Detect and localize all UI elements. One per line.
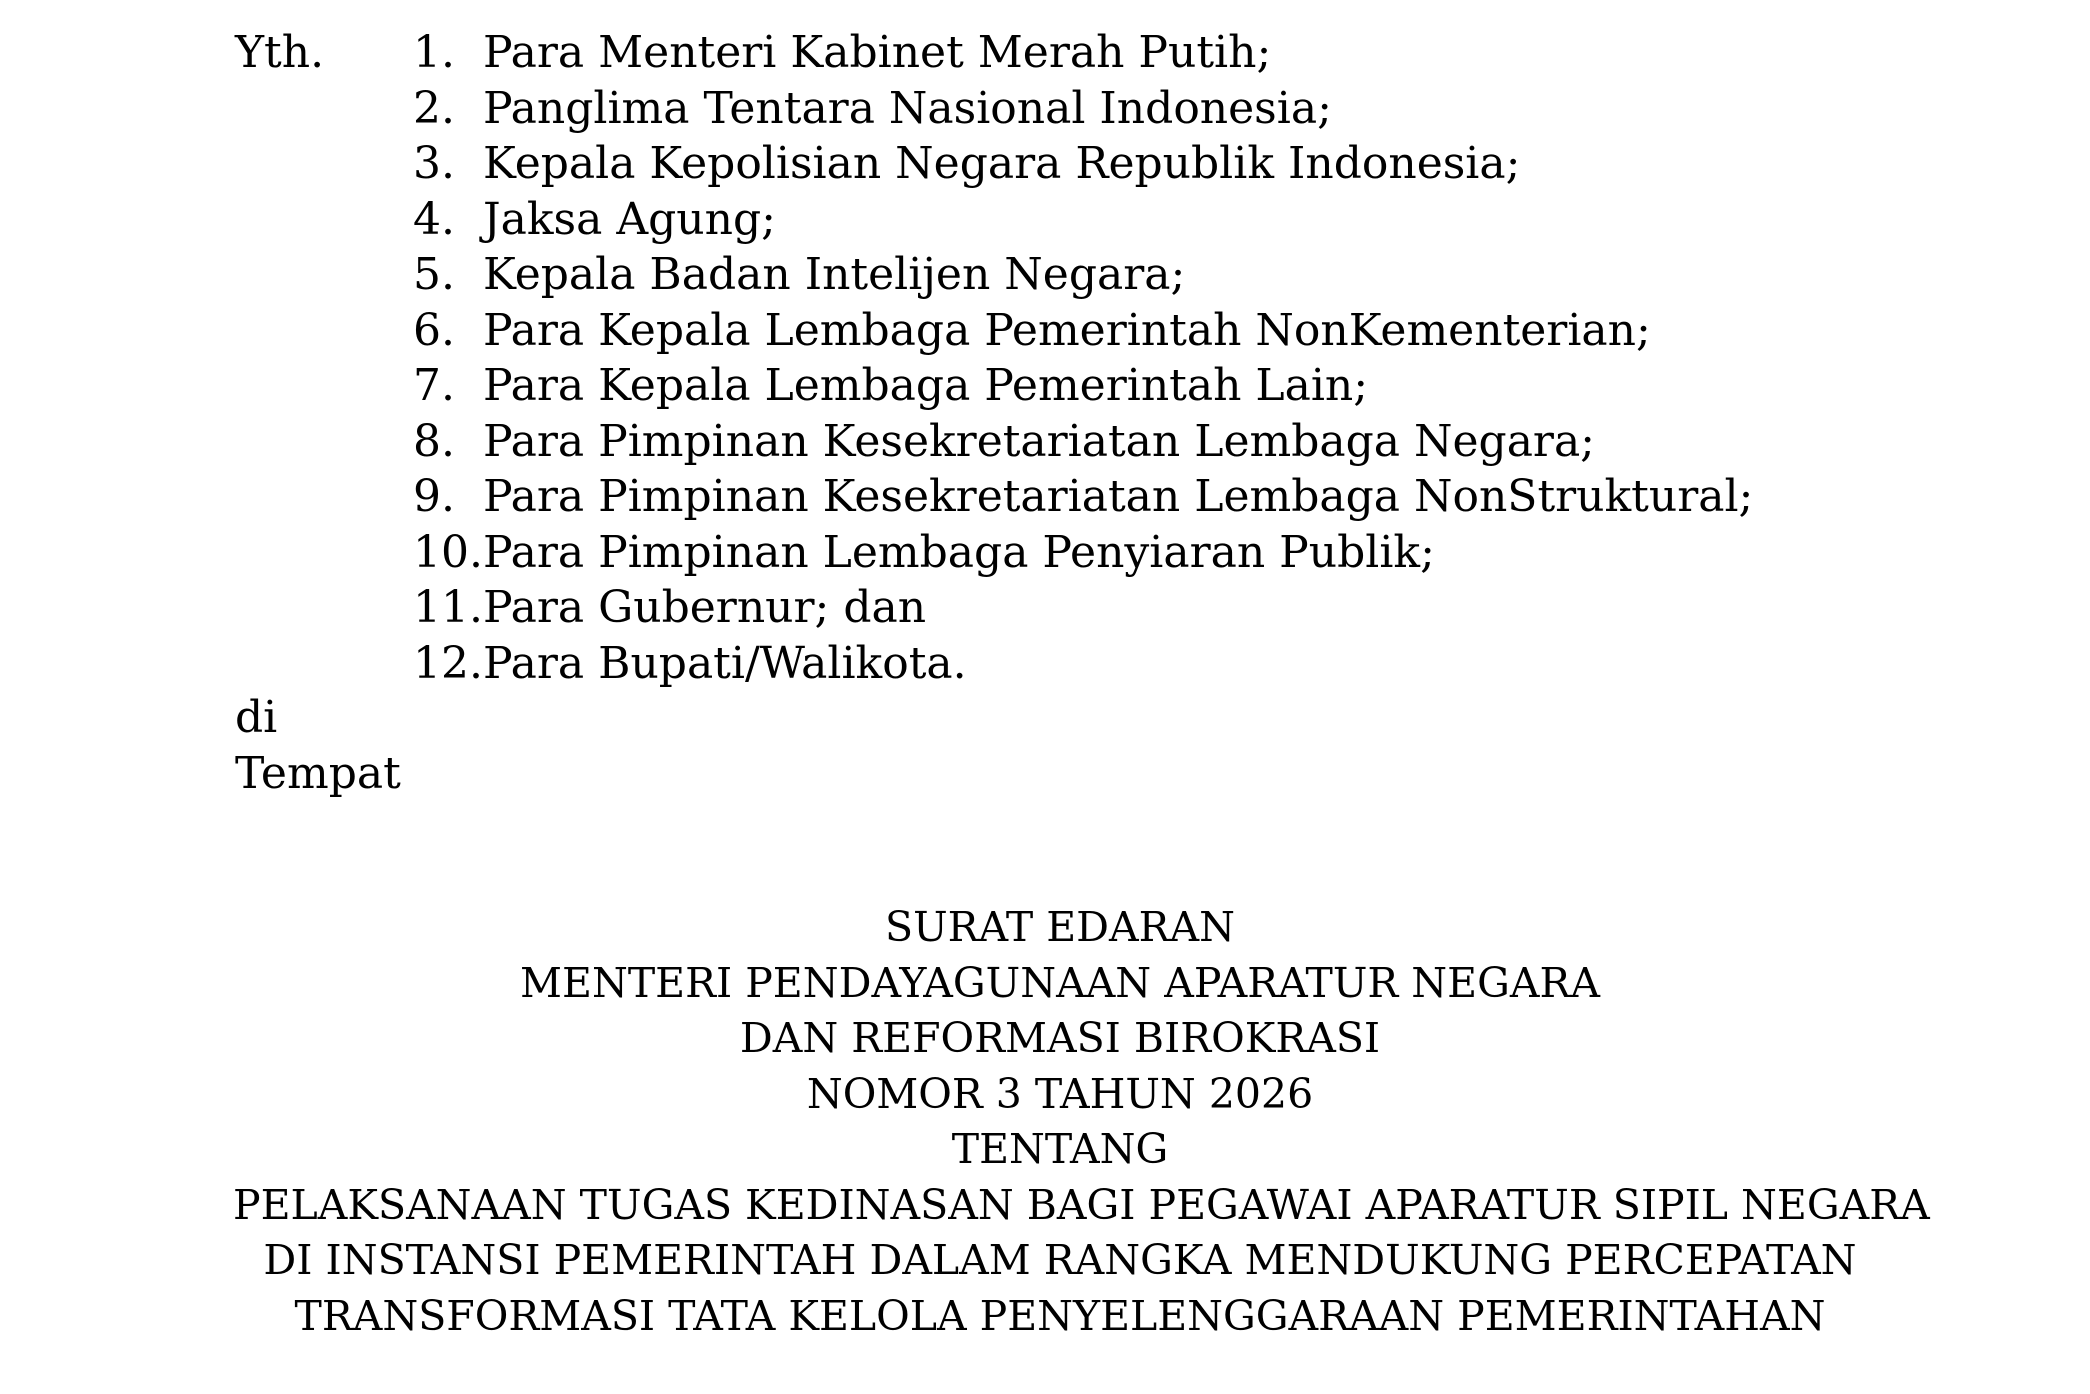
recipient-number: 10. bbox=[413, 526, 483, 578]
recipient-row bbox=[413, 247, 1753, 303]
closing-di: di bbox=[235, 692, 278, 743]
recipient-name: Para Pimpinan Kesekretariatan Lembaga NonStruktural; bbox=[483, 471, 1754, 522]
closing-tempat: Tempat bbox=[235, 747, 401, 799]
recipient-number: 1. bbox=[413, 27, 455, 78]
closing-location bbox=[235, 690, 401, 801]
recipient-name: Para Pimpinan Kesekretariatan Lembaga Negara; bbox=[483, 415, 1596, 467]
recipient-row bbox=[413, 192, 1753, 248]
recipient-number: 3. bbox=[413, 138, 455, 189]
recipient-row bbox=[413, 81, 1753, 137]
recipient-name: Para Gubernur; dan bbox=[483, 582, 927, 633]
recipient-name: Para Menteri Kabinet Merah Putih; bbox=[483, 27, 1272, 78]
recipient-number: 7. bbox=[413, 360, 455, 411]
recipient-name: Para Pimpinan Lembaga Penyiaran Publik; bbox=[483, 526, 1435, 578]
recipient-row bbox=[413, 580, 1753, 636]
recipient-row bbox=[413, 469, 1753, 525]
title-line: TRANSFORMASI TATA KELOLA PENYELENGGARAAN PEMERINTAHAN bbox=[294, 1291, 1826, 1340]
recipient-number: 11. bbox=[413, 582, 483, 633]
recipient-row bbox=[413, 358, 1753, 414]
recipient-name: Jaksa Agung; bbox=[483, 193, 776, 245]
title-line: PELAKSANAAN TUGAS KEDINASAN BAGI PEGAWAI APARATUR SIPIL NEGARA bbox=[233, 1180, 1930, 1229]
recipient-number: 9. bbox=[413, 471, 455, 522]
recipient-number: 2. bbox=[413, 82, 455, 134]
recipient-name: Para Kepala Lembaga Pemerintah NonKementerian; bbox=[483, 304, 1651, 356]
recipient-name: Para Kepala Lembaga Pemerintah Lain; bbox=[483, 360, 1369, 411]
recipient-name: Kepala Kepolisian Negara Republik Indonesia; bbox=[483, 138, 1521, 189]
title-line: DI INSTANSI PEMERINTAH DALAM RANGKA MENDUKUNG PERCEPATAN bbox=[263, 1236, 1857, 1284]
recipient-row bbox=[413, 636, 1753, 692]
recipient-number: 4. bbox=[413, 193, 455, 245]
recipient-number: 8. bbox=[413, 415, 455, 467]
recipient-name: Para Bupati/Walikota. bbox=[483, 637, 967, 689]
recipient-list bbox=[413, 25, 1753, 691]
recipient-number: 12. bbox=[413, 637, 483, 689]
recipient-row bbox=[413, 25, 1753, 81]
recipient-number: 6. bbox=[413, 304, 455, 356]
title-line: NOMOR 3 TAHUN 2026 bbox=[806, 1069, 1314, 1118]
recipient-row bbox=[413, 525, 1753, 581]
recipient-row bbox=[413, 303, 1753, 359]
recipient-name: Kepala Badan Intelijen Negara; bbox=[483, 249, 1186, 300]
addressee-label: Yth. bbox=[235, 27, 325, 78]
title-line: DAN REFORMASI BIROKRASI bbox=[739, 1014, 1381, 1062]
title-line: MENTERI PENDAYAGUNAAN APARATUR NEGARA bbox=[520, 958, 1600, 1007]
title-line: TENTANG bbox=[951, 1125, 1169, 1173]
recipient-name: Panglima Tentara Nasional Indonesia; bbox=[483, 82, 1332, 134]
document-title-block bbox=[233, 900, 1930, 1344]
recipient-number: 5. bbox=[413, 249, 455, 300]
title-line: SURAT EDARAN bbox=[884, 903, 1236, 951]
recipient-row bbox=[413, 414, 1753, 470]
recipient-row bbox=[413, 136, 1753, 192]
